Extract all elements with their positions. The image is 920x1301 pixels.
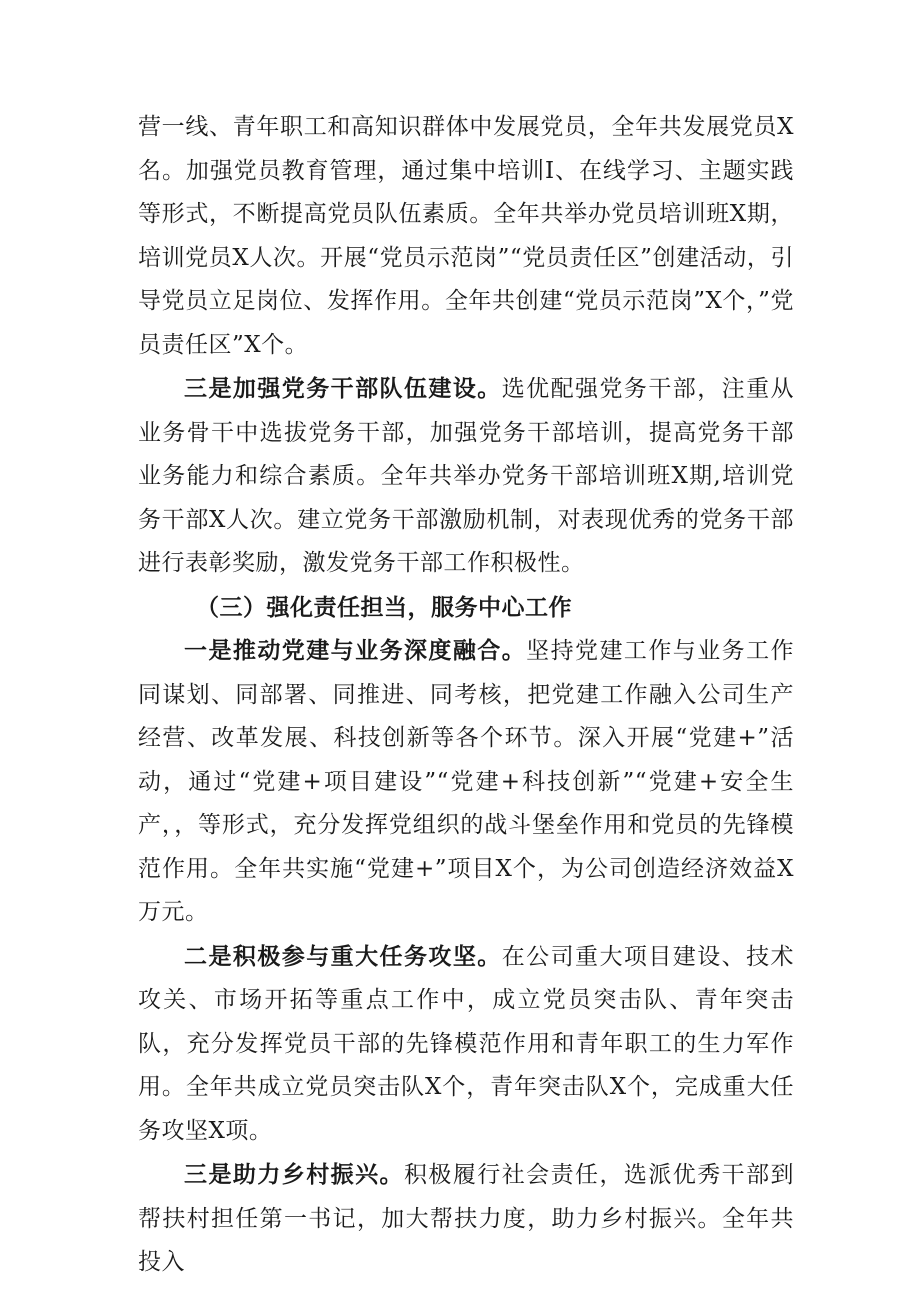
paragraph-party-business-integration	[138, 629, 794, 935]
section-heading-text: （三）强化责任担当，服务中心工作	[196, 593, 572, 621]
paragraph-text: 在公司重大项目建设、技术攻关、市场开拓等重点工作中，成立党员突击队、青年突击队，充分发挥党员干部的先锋模范作用和青年职工的生力军作用。全年共成立党员突击队X个，青年突击队X个，完成重大任务攻坚X项。	[138, 943, 794, 1144]
paragraph-party-education	[138, 106, 794, 367]
document-body	[138, 106, 794, 1285]
paragraph-lead: 三是加强党务干部队伍建设。	[184, 375, 502, 402]
paragraph-text: 坚持党建工作与业务工作同谋划、同部署、同推进、同考核，把党建工作融入公司生产经营、改革发展、科技创新等各个环节。深入开展“党建+”活动，通过“党建+项目建设”“党建+科技创新”“党建+安全生产，，等形式，充分发挥党组织的战斗堡垒作用和党员的先锋模范作用。全年共实施“党建+”项目X个，为公司创造经济效益X万元。	[138, 638, 794, 925]
paragraph-major-tasks	[138, 935, 794, 1154]
paragraph-text: 选优配强党务干部，注重从业务骨干中选拔党务干部，加强党务干部培训，提高党务干部业务能力和综合素质。全年共举办党务干部培训班X期,培训党务干部X人次。建立党务干部激励机制，对表现优秀的党务干部进行表彰奖励，激发党务干部工作积极性。	[138, 376, 794, 576]
paragraph-lead: 二是积极参与重大任务攻坚。	[184, 942, 502, 970]
paragraph-lead: 三是助力乡村振兴。	[184, 1161, 404, 1188]
section-heading	[138, 586, 794, 630]
paragraph-party-affairs-cadres	[138, 367, 794, 586]
paragraph-lead: 一是推动党建与业务深度融合。	[184, 637, 527, 664]
paragraph-text: 积极履行社会责任，选派优秀干部到帮扶村担任第一书记，加大帮扶力度，助力乡村振兴。全年共投入	[138, 1162, 794, 1275]
paragraph-text: 营一线、青年职工和高知识群体中发展党员，全年共发展党员X名。加强党员教育管理，通过集中培训I、在线学习、主题实践等形式，不断提高党员队伍素质。全年共举办党员培训班X期，培训党员X人次。开展“党员示范岗”“党员责任区”创建活动，引导党员立足岗位、发挥作用。全年共创建“党员示范岗”X个，”党员责任区”X个。	[138, 114, 794, 358]
paragraph-rural-revitalization	[138, 1153, 794, 1285]
